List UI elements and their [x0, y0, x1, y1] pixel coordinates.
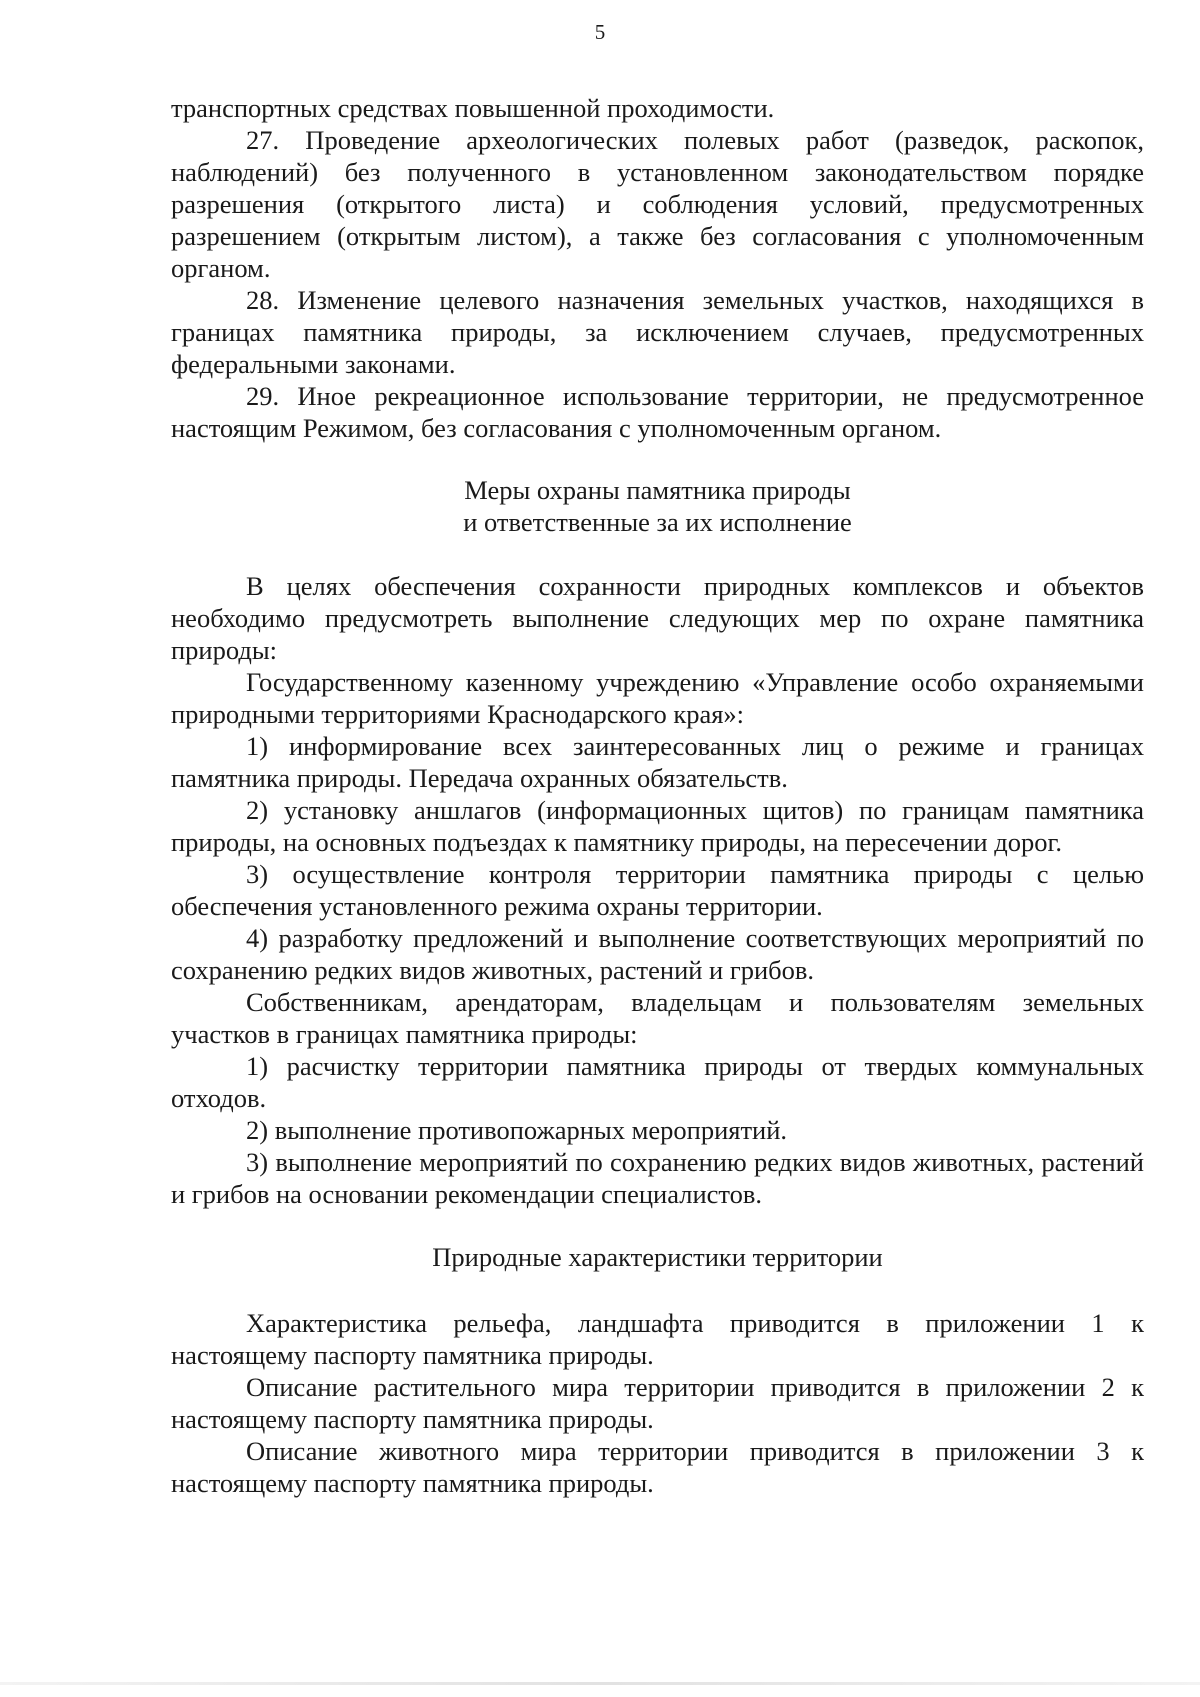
list-item-agency-3: 3) осуществление контроля территории памятника природы с целью обеспечения установленного режима охраны территории.	[171, 859, 1144, 921]
list-item-owners-1: 1) расчистку территории памятника природы от твердых коммунальных отходов.	[171, 1051, 1144, 1113]
paragraph-appendix-3: Описание животного мира территории приводится в приложении 3 к настоящему паспорту памятника природы.	[171, 1436, 1144, 1498]
section-heading-protection-measures	[171, 474, 1144, 538]
section-heading-natural-characteristics: Природные характеристики территории	[432, 1242, 883, 1272]
paragraph-intro: В целях обеспечения сохранности природных комплексов и объектов необходимо предусмотреть выполнение следующих мер по охране памятника природы:	[171, 571, 1144, 665]
paragraph-item-29: 29. Иное рекреационное использование территории, не предусмотренное настоящим Режимом, без согласования с уполномоченным органом.	[171, 381, 1144, 443]
paragraph-appendix-2: Описание растительного мира территории приводится в приложении 2 к настоящему паспорту памятника природы.	[171, 1372, 1144, 1434]
paragraph-appendix-1: Характеристика рельефа, ландшафта приводится в приложении 1 к настоящему паспорту памятника природы.	[171, 1308, 1144, 1370]
list-item-agency-4: 4) разработку предложений и выполнение соответствующих мероприятий по сохранению редких видов животных, растений и грибов.	[171, 923, 1144, 985]
paragraph-responsible-owners: Собственникам, арендаторам, владельцам и пользователям земельных участков в границах памятника природы:	[171, 987, 1144, 1049]
list-item-owners-3: 3) выполнение мероприятий по сохранению редких видов животных, растений и грибов на основании рекомендации специалистов.	[171, 1147, 1144, 1209]
page-number: 5	[594, 20, 606, 44]
scan-bottom-edge	[0, 1682, 1200, 1685]
paragraph-item-28: 28. Изменение целевого назначения земельных участков, находящихся в границах памятника природы, за исключением случаев, предусмотренных федеральными законами.	[171, 285, 1144, 379]
paragraph-item-27: 27. Проведение археологических полевых работ (разведок, раскопок, наблюдений) без полученного в установленном законодательством порядке разрешения (открытого листа) и соблюдения условий, предусмотренных разрешением (открытым листом), а также без согласования с уполномоченным органом.	[171, 125, 1144, 283]
section-heading-line-1: Меры охраны памятника природы	[464, 475, 851, 505]
list-item-agency-1: 1) информирование всех заинтересованных лиц о режиме и границах памятника природы. Передача охранных обязательств.	[171, 731, 1144, 793]
list-item-owners-2: 2) выполнение противопожарных мероприятий.	[246, 1115, 788, 1145]
section-heading-line-2: и ответственные за их исполнение	[463, 507, 852, 537]
paragraph-responsible-agency: Государственному казенному учреждению «Управление особо охраняемыми природными территориями Краснодарского края»:	[171, 667, 1144, 729]
paragraph-continuation: транспортных средствах повышенной проходимости.	[171, 93, 775, 123]
list-item-agency-2: 2) установку аншлагов (информационных щитов) по границам памятника природы, на основных подъездах к памятнику природы, на пересечении дорог.	[171, 795, 1144, 857]
document-body	[171, 92, 1144, 1499]
